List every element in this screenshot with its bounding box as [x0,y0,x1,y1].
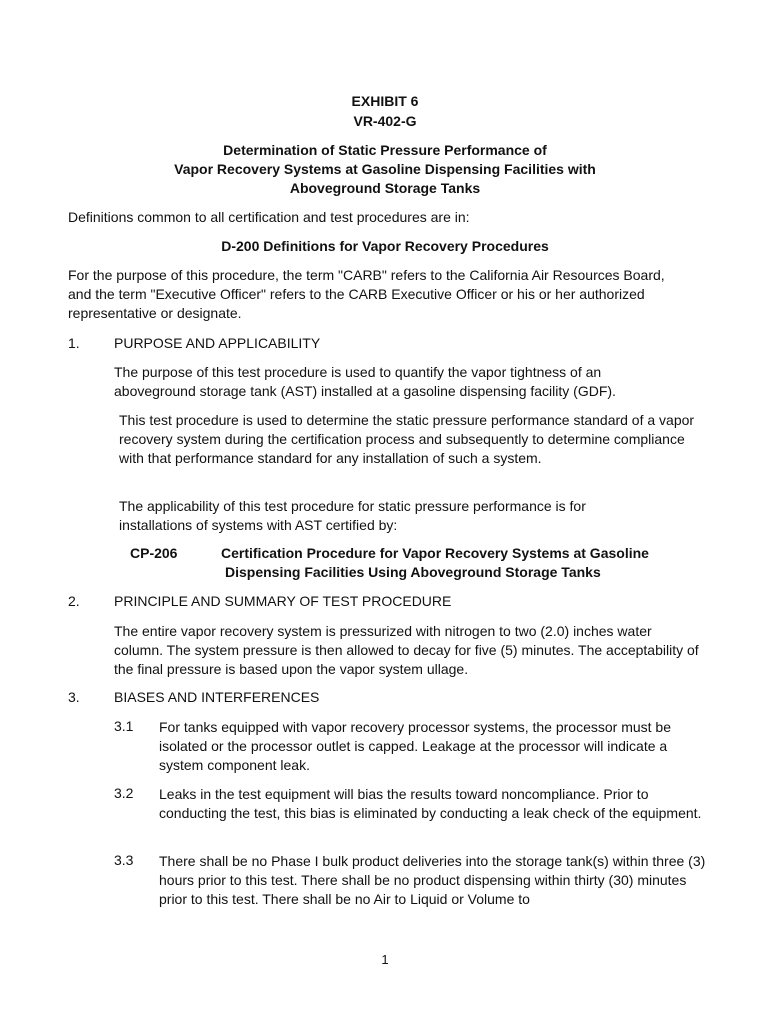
section-2-paragraph-1: The entire vapor recovery system is pressurized with nitrogen to two (2.0) inches water column. The system pressure is then allowed to decay for five (5) minutes. The acceptability of the final pressure is based upon the vapor system ullage. [114,623,699,677]
section-2-number: 2. [68,593,80,609]
page-number: 1 [381,952,389,967]
definitions-intro: Definitions common to all certification and test procedures are in: [68,209,470,225]
section-1-heading: PURPOSE AND APPLICABILITY [114,335,321,351]
item-3-1-number: 3.1 [114,718,134,734]
carb-paragraph: For the purpose of this procedure, the term "CARB" refers to the California Air Resources Board, and the term "Executive Officer" refers to the CARB Executive Officer or his or her authorized representative or designate. [68,267,665,321]
definitions-reference: D-200 Definitions for Vapor Recovery Procedures [221,238,549,254]
title-line-3: Aboveground Storage Tanks [289,180,481,196]
title-line-2: Vapor Recovery Systems at Gasoline Dispensing Facilities with [174,161,596,177]
cp-title-line-1: Certification Procedure for Vapor Recovery Systems at Gasoline [221,545,649,561]
item-3-3-number: 3.3 [114,852,134,868]
exhibit-label: EXHIBIT 6 [351,93,419,109]
item-3-3-text: There shall be no Phase I bulk product deliveries into the storage tank(s) within three (3) hours prior to this test. There shall be no product dispensing within thirty (30) minutes prior to this test. There shall be no Air to Liquid or Volume to [159,853,706,907]
section-1-number: 1. [68,335,80,351]
section-1-paragraph-1: The purpose of this test procedure is used to quantify the vapor tightness of an aboveground storage tank (AST) installed at a gasoline dispensing facility (GDF). [114,364,616,399]
section-1-paragraph-3: The applicability of this test procedure for static pressure performance is for installations of systems with AST certified by: [119,498,586,533]
title-line-1: Determination of Static Pressure Performance of [223,142,547,158]
item-3-2-number: 3.2 [114,785,134,801]
item-3-1-text: For tanks equipped with vapor recovery processor systems, the processor must be isolated or the processor outlet is capped. Leakage at the processor will indicate a system component leak. [159,719,671,773]
cp-code: CP-206 [130,545,178,561]
procedure-code: VR-402-G [353,113,417,129]
section-2-heading: PRINCIPLE AND SUMMARY OF TEST PROCEDURE [114,593,452,609]
section-3-number: 3. [68,689,80,705]
section-3-heading: BIASES AND INTERFERENCES [114,689,320,705]
section-1-paragraph-2: This test procedure is used to determine the static pressure performance standard of a vapor recovery system during the certification process and subsequently to determine compliance with that performance standard for any installation of such a system. [119,412,695,466]
item-3-2-text: Leaks in the test equipment will bias the results toward noncompliance. Prior to conducting the test, this bias is eliminated by conducting a leak check of the equipment. [159,786,702,821]
cp-title-line-2: Dispensing Facilities Using Aboveground Storage Tanks [225,564,601,580]
